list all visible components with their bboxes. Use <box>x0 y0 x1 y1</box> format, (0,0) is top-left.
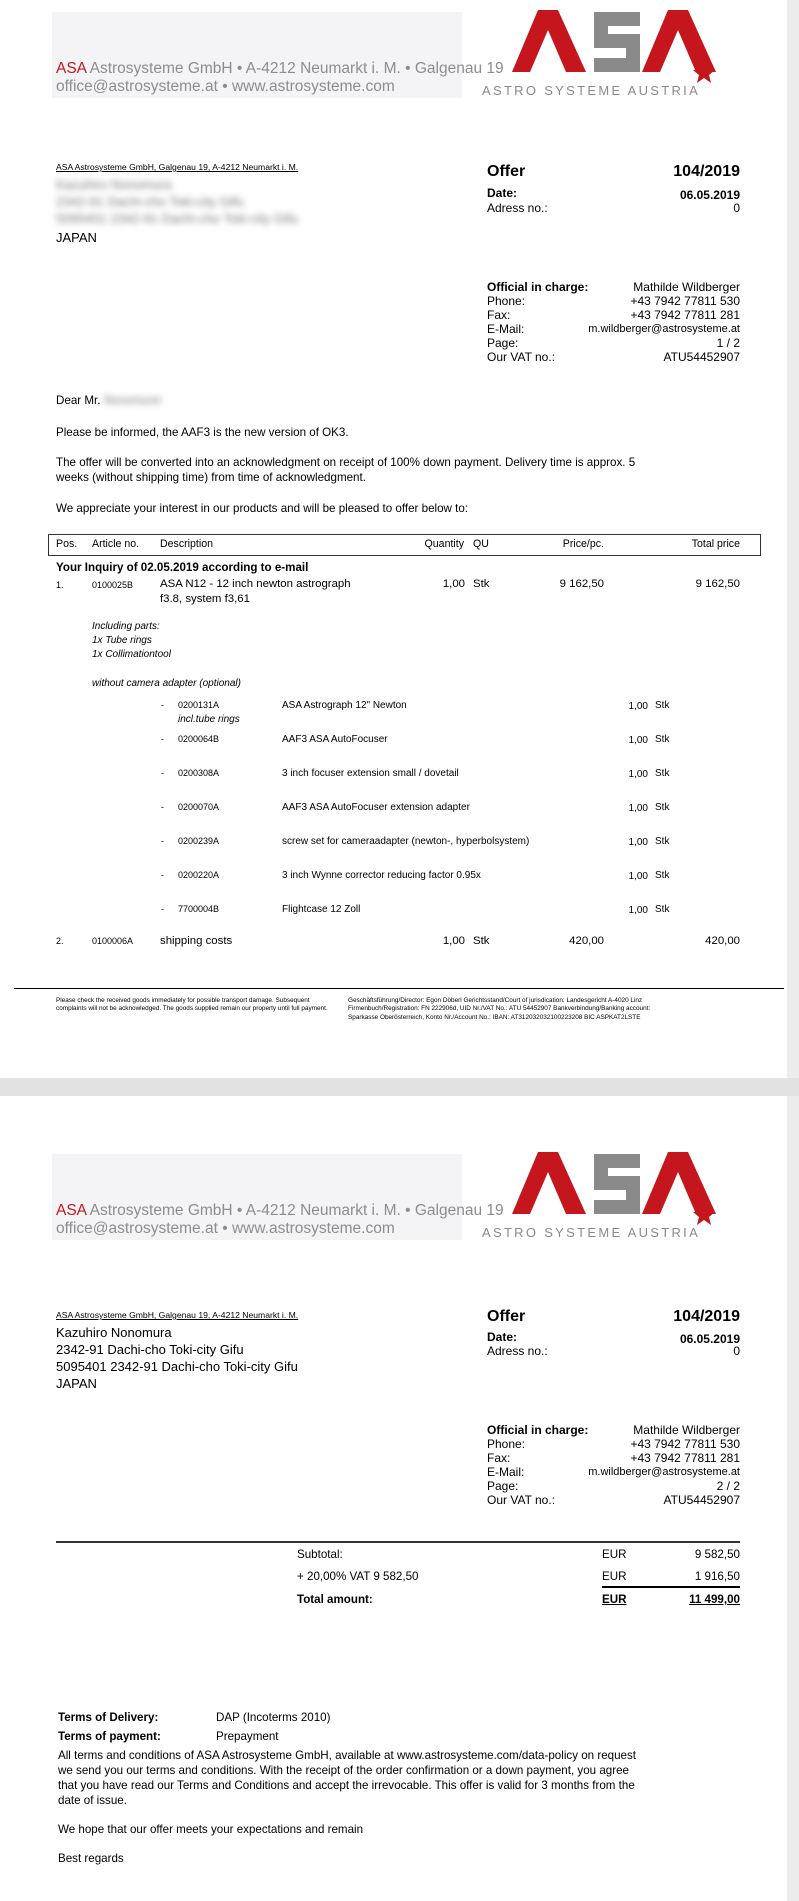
date-value: 06.05.2019 <box>679 188 740 202</box>
paragraph-appreciate: We appreciate your interest in our products and will be pleased to offer below to: <box>56 502 469 515</box>
subitem-qu: Stk <box>655 802 670 813</box>
vat-value-2: ATU54452907 <box>663 1493 740 1507</box>
paragraph-aaf3: Please be informed, the AAF3 is the new version of OK3. <box>56 426 349 439</box>
offer-label: Offer <box>487 163 526 180</box>
recipient-street: 2342-91 Dachi-cho Toki-city Gifu <box>56 194 244 209</box>
vat-label: Our VAT no.: <box>487 350 556 364</box>
adress-value: 0 <box>733 201 740 215</box>
subitem-qty: 1,00 <box>628 905 648 916</box>
vat-value: ATU54452907 <box>663 350 740 364</box>
offer-number-2: 104/2019 <box>673 1308 740 1325</box>
subitem-desc: Flightcase 12 Zoll <box>282 904 361 915</box>
phone-label-2: Phone: <box>487 1437 526 1451</box>
subitem-dash: - <box>161 734 164 744</box>
item1-qu: Stk <box>473 578 490 590</box>
footer-right-1: Geschäftsführung/Director: Egon Döberl Gerichtsstand/Court of jurisdication: Landesgericht A-4020 Linz <box>348 997 643 1004</box>
logo-letter-s <box>594 12 640 72</box>
subitem-article: 7700004B <box>178 904 220 914</box>
fax-label-2: Fax: <box>487 1451 511 1465</box>
footer-left: Please check the received goods immediately for possible transport damage. Subsequent complaints will not be acknowledged. The goods supplied remain our property until full payment. <box>56 997 328 1013</box>
item2-desc: shipping costs <box>160 935 233 947</box>
phone-value: +43 7942 77811 530 <box>630 294 740 308</box>
email-value: m.wildberger@astrosysteme.at <box>588 323 740 335</box>
email-value-2: m.wildberger@astrosysteme.at <box>588 1466 740 1478</box>
item1-total: 9 162,50 <box>695 578 740 590</box>
subitem-qu: Stk <box>655 768 670 779</box>
official-value: Mathilde Wildberger <box>633 280 740 294</box>
without-adapter-note: without camera adapter (optional) <box>92 678 241 689</box>
phone-label: Phone: <box>487 294 526 308</box>
best-regards: Best regards <box>58 1852 124 1865</box>
subitem-article: 0200220A <box>178 870 220 880</box>
subitem-article: 0200070A <box>178 802 220 812</box>
logo-subtitle: ASTRO SYSTEME AUSTRIA <box>482 83 701 98</box>
adress-label: Adress no.: <box>487 201 548 215</box>
salutation: Dear Mr. Nonomura! <box>56 394 162 407</box>
offer-label-2: Offer <box>487 1308 526 1325</box>
subitem-qty: 1,00 <box>628 701 648 712</box>
offer-number: 104/2019 <box>673 163 740 180</box>
inquiry-line: Your Inquiry of 02.05.2019 according to e-mail <box>56 561 309 574</box>
total-value: 11 499,00 <box>689 1593 740 1606</box>
fax-value: +43 7942 77811 281 <box>630 308 740 322</box>
subitem-dash: - <box>161 836 164 846</box>
terms-line-2: we send you our terms and conditions. With the receipt of the order confirmation or a down payment, you agree <box>58 1764 629 1777</box>
recipient-street-2: 2342-91 Dachi-cho Toki-city Gifu <box>56 1342 244 1357</box>
letterhead-address-2: ASA Astrosysteme GmbH • A-4212 Neumarkt i. M. • Galgenau 19 <box>56 1202 504 1219</box>
including-part-2: 1x Collimationtool <box>92 649 171 660</box>
including-parts-title: Including parts: <box>92 621 160 632</box>
recipient-country: JAPAN <box>56 230 97 245</box>
fax-label: Fax: <box>487 308 511 322</box>
subitem-article: 0200239A <box>178 836 220 846</box>
subitem-dash: - <box>161 768 164 778</box>
page-label: Page: <box>487 336 519 350</box>
item1-article: 0100025B <box>92 580 134 590</box>
fax-value-2: +43 7942 77811 281 <box>630 1451 740 1465</box>
footer-divider <box>14 988 784 989</box>
delivery-terms-label: Terms of Delivery: <box>58 1711 159 1724</box>
recipient-city: 5095401 2342-91 Dachi-cho Toki-city Gifu <box>56 211 298 226</box>
th-total: Total price <box>691 538 740 550</box>
subitem-desc: screw set for cameraadapter (newton-, hyperbolsystem) <box>282 836 530 847</box>
paragraph-payment-1: The offer will be converted into an acknowledgment on receipt of 100% down payment. Delivery time is approx. 5 <box>56 456 636 469</box>
delivery-terms-value: DAP (Incoterms 2010) <box>216 1711 331 1724</box>
subitem-qu: Stk <box>655 904 670 915</box>
subitem-qu: Stk <box>655 700 670 711</box>
subitem-qu: Stk <box>655 836 670 847</box>
item1-price: 9 162,50 <box>559 578 604 590</box>
closing-line: We hope that our offer meets your expectations and remain <box>58 1823 364 1836</box>
official-label: Official in charge: <box>487 280 589 294</box>
asa-logo-2 <box>482 1148 744 1242</box>
sender-line: ASA Astrosysteme GmbH, Galgenau 19, A-4212 Neumarkt i. M. <box>56 162 299 172</box>
vat-amount: 1 916,50 <box>694 1570 740 1583</box>
adress-value-2: 0 <box>733 1344 740 1358</box>
logo-letter-a-right <box>642 10 716 72</box>
email-label-2: E-Mail: <box>487 1465 525 1479</box>
total-top-rule <box>602 1586 740 1588</box>
recipient-city-2: 5095401 2342-91 Dachi-cho Toki-city Gifu <box>56 1359 298 1374</box>
sender-line-2: ASA Astrosysteme GmbH, Galgenau 19, A-4212 Neumarkt i. M. <box>56 1310 299 1320</box>
subitem-article: 0200131A <box>178 700 220 710</box>
terms-line-4: date of issue. <box>58 1794 127 1807</box>
payment-terms-value: Prepayment <box>216 1730 279 1743</box>
payment-terms-label: Terms of payment: <box>58 1730 161 1743</box>
item2-price: 420,00 <box>569 935 604 947</box>
email-label: E-Mail: <box>487 322 525 336</box>
th-qu: QU <box>473 538 489 550</box>
subitem-qu: Stk <box>655 870 670 881</box>
footer-right-2: Firmenbuch/Registration: FN 222906d, UID Nr./VAT No.: ATU 54452907 Bankverbindung/Banking account: <box>348 1005 651 1013</box>
subitem-article: 0200064B <box>178 734 220 744</box>
subitem-dash: - <box>161 904 164 914</box>
adress-label-2: Adress no.: <box>487 1344 548 1358</box>
page-value: 1 / 2 <box>716 336 740 350</box>
date-value-2: 06.05.2019 <box>679 1332 740 1346</box>
date-label: Date: <box>487 186 518 200</box>
page-value-2: 2 / 2 <box>716 1479 740 1493</box>
asa-logo <box>482 6 744 100</box>
date-label-2: Date: <box>487 1330 518 1344</box>
subitem-dash: - <box>161 870 164 880</box>
subitem-desc: 3 inch Wynne corrector reducing factor 0.95x <box>282 870 481 881</box>
subitem-desc: AAF3 ASA AutoFocuser <box>282 734 388 745</box>
subtotal-label: Subtotal: <box>297 1548 343 1561</box>
letterhead-contact: office@astrosysteme.at • www.astrosysteme.com <box>56 78 395 95</box>
logo-letter-a-left <box>512 1152 586 1214</box>
phone-value-2: +43 7942 77811 530 <box>630 1437 740 1451</box>
subitem-qu: Stk <box>655 734 670 745</box>
subitem-qty: 1,00 <box>628 871 648 882</box>
subtotal-currency: EUR <box>602 1548 627 1561</box>
terms-line-3: that you have read our Terms and Conditions and accept the irrevocable. This offer is valid for 3 months from the <box>58 1779 635 1792</box>
item1-desc-1: ASA N12 - 12 inch newton astrograph <box>160 578 351 590</box>
item2-pos: 2. <box>56 936 64 946</box>
subitem-dash: - <box>161 802 164 812</box>
th-pos: Pos. <box>56 538 78 550</box>
totals-divider <box>56 1541 740 1543</box>
vat-label-2: Our VAT no.: <box>487 1493 556 1507</box>
terms-line-1: All terms and conditions of ASA Astrosysteme GmbH, available at www.astrosysteme.com/data-policy on request <box>58 1749 637 1762</box>
paragraph-payment-2: weeks (without shipping time) from time of acknowledgment. <box>56 471 366 484</box>
subitem-desc: ASA Astrograph 12" Newton <box>282 700 407 711</box>
subitem-dash: - <box>161 700 164 710</box>
item2-qu: Stk <box>473 935 490 947</box>
page-separator <box>0 1078 799 1096</box>
recipient-country-2: JAPAN <box>56 1376 97 1391</box>
document-page-2 <box>0 1096 787 1901</box>
subitem-desc: 3 inch focuser extension small / dovetail <box>282 768 459 779</box>
th-description: Description <box>160 538 213 550</box>
including-part-1: 1x Tube rings <box>92 635 152 646</box>
page-edge-shadow <box>787 0 799 1901</box>
item1-pos: 1. <box>56 580 64 590</box>
vat-currency: EUR <box>602 1570 627 1583</box>
item2-qty: 1,00 <box>442 935 465 947</box>
th-price: Price/pc. <box>562 538 604 550</box>
recipient-name: Kazuhiro Nonomura <box>56 177 172 192</box>
subitem-desc: AAF3 ASA AutoFocuser extension adapter <box>282 802 470 813</box>
subitem-qty: 1,00 <box>628 769 648 780</box>
footer-right-3: Sparkasse Oberösterreich, Konto Nr./Account No.: IBAN: AT312032032100223208 BIC ASPKAT2LSTE <box>348 1013 641 1021</box>
logo-letter-s <box>594 1154 640 1214</box>
total-currency: EUR <box>602 1593 627 1606</box>
logo-letter-a-right <box>642 1152 716 1214</box>
logo-letter-a-left <box>512 10 586 72</box>
item1-qty: 1,00 <box>442 578 465 590</box>
vat-line-label: + 20,00% VAT 9 582,50 <box>297 1570 419 1583</box>
logo-subtitle-2: ASTRO SYSTEME AUSTRIA <box>482 1225 701 1240</box>
item1-desc-2: f3.8, system f3,61 <box>160 593 250 605</box>
subitem-qty: 1,00 <box>628 837 648 848</box>
letterhead-contact-2: office@astrosysteme.at • www.astrosysteme.com <box>56 1220 395 1237</box>
total-label: Total amount: <box>297 1593 373 1606</box>
letterhead-address: ASA Astrosysteme GmbH • A-4212 Neumarkt i. M. • Galgenau 19 <box>56 60 504 77</box>
subitem-qty: 1,00 <box>628 803 648 814</box>
recipient-name-2: Kazuhiro Nonomura <box>56 1325 172 1340</box>
item2-article: 0100006A <box>92 936 134 946</box>
page-label-2: Page: <box>487 1479 519 1493</box>
th-quantity: Quantity <box>424 538 464 550</box>
subtotal-value: 9 582,50 <box>694 1548 740 1561</box>
subitem-article: 0200308A <box>178 768 220 778</box>
subitem-note: incl.tube rings <box>178 714 240 725</box>
subitem-qty: 1,00 <box>628 735 648 746</box>
th-article: Article no. <box>92 538 140 550</box>
official-label-2: Official in charge: <box>487 1423 589 1437</box>
item2-total: 420,00 <box>705 935 740 947</box>
official-value-2: Mathilde Wildberger <box>633 1423 740 1437</box>
